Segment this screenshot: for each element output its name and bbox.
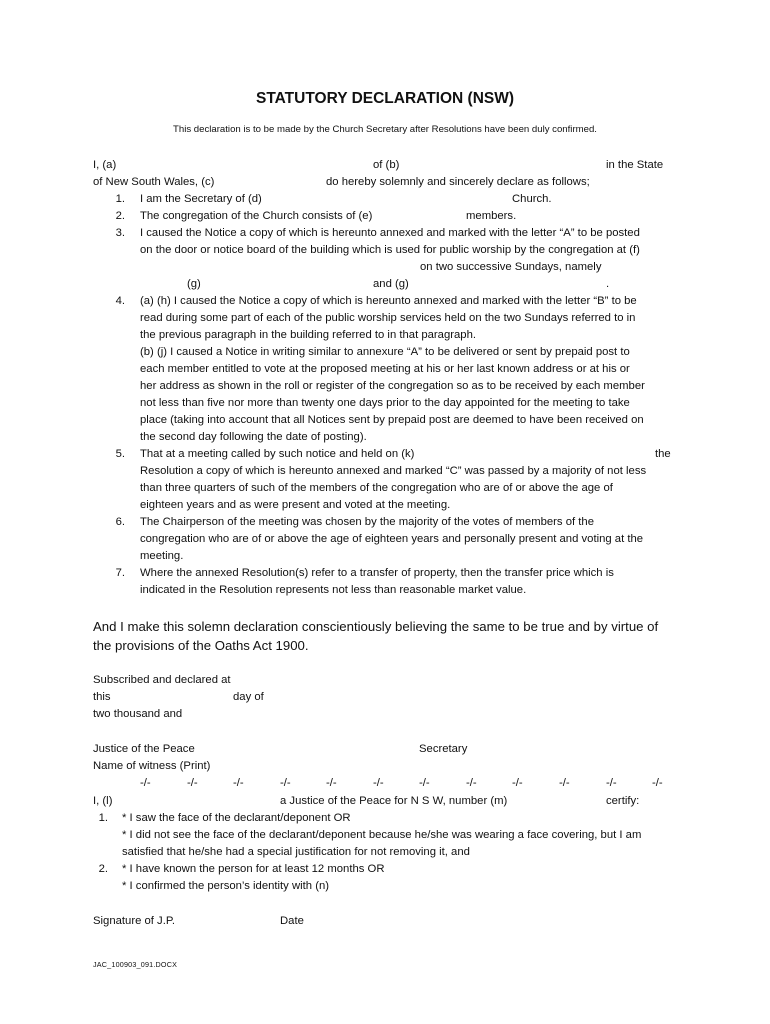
item-6-line: The Chairperson of the meeting was chosen by the majority of the votes of members of the — [140, 516, 594, 528]
item-3-line: on two successive Sundays, namely — [420, 261, 602, 273]
item-2-members: members. — [466, 210, 517, 222]
item-4-line: not less than five nor more than twenty one days prior to the day appointed for the meeting to take — [140, 397, 630, 409]
item-number: 5. — [115, 448, 125, 460]
document-footer: JAC_100903_091.DOCX — [93, 960, 178, 969]
intro-name-label: I, (a) — [93, 159, 117, 171]
justice-of-peace-label: Justice of the Peace — [93, 743, 195, 755]
item-4-line: (b) (j) I caused a Notice in writing similar to annexure “A” to be delivered or sent by prepaid post to — [140, 346, 630, 358]
cert-line: * I did not see the face of the declarant/deponent because he/she was wearing a face covering, but I am — [122, 829, 642, 841]
item-6-line: congregation who are of or above the age of eighteen years and personally present and voting at the — [140, 533, 644, 545]
item-5-the: the — [655, 448, 671, 460]
item-5-line: eighteen years and as were present and voted at the meeting. — [140, 499, 451, 511]
item-4-line: the previous paragraph in the building referred to in that paragraph. — [140, 329, 476, 341]
item-4-line: place (taking into account that all Notices sent by prepaid post are deemed to have been received on — [140, 414, 644, 426]
separator-mark: -/- — [559, 777, 570, 789]
jp-number-label: a Justice of the Peace for N S W, number (m) — [280, 795, 508, 807]
item-7-line: indicated in the Resolution represents not less than reasonable market value. — [140, 584, 527, 596]
item-3-and-g: and (g) — [373, 278, 409, 290]
jp-certify-label: certify: — [606, 795, 640, 807]
cert-number: 1. — [98, 812, 108, 824]
separator-mark: -/- — [373, 777, 384, 789]
intro-declare-text: do hereby solemnly and sincerely declare as follows; — [326, 176, 590, 188]
item-7-line: Where the annexed Resolution(s) refer to a transfer of property, then the transfer price which is — [140, 567, 614, 579]
signature-date-label: Date — [280, 915, 304, 927]
solemn-line: the provisions of the Oaths Act 1900. — [93, 638, 309, 653]
page-subtitle: This declaration is to be made by the Church Secretary after Resolutions have been duly confirmed. — [173, 124, 597, 135]
item-4-line: the second day following the date of posting). — [140, 431, 367, 443]
subscribed-line: Subscribed and declared at — [93, 674, 231, 686]
cert-line: satisfied that he/she had a special justification for not removing it, and — [122, 846, 470, 858]
item-number: 4. — [115, 295, 125, 307]
item-4-line: (a) (h) I caused the Notice a copy of which is hereunto annexed and marked with the letter “B” to be — [140, 295, 637, 307]
intro-of-label: of (b) — [373, 159, 400, 171]
cert-number: 2. — [98, 863, 108, 875]
item-3-g1: (g) — [187, 278, 201, 290]
subscribed-year: two thousand and — [93, 708, 183, 720]
separator-mark: -/- — [466, 777, 477, 789]
item-1-text: I am the Secretary of (d) — [140, 193, 262, 205]
secretary-label: Secretary — [419, 743, 468, 755]
signature-jp-label: Signature of J.P. — [93, 915, 176, 927]
separator-mark: -/- — [140, 777, 151, 789]
separator-mark: -/- — [280, 777, 291, 789]
item-3-line: I caused the Notice a copy of which is hereunto annexed and marked with the letter “A” to be posted — [140, 227, 640, 239]
subscribed-day-of: day of — [233, 691, 264, 703]
intro-nsw-label: of New South Wales, (c) — [93, 176, 215, 188]
item-1-church: Church. — [512, 193, 552, 205]
item-3-line: on the door or notice board of the building which is used for public worship by the congregation at (f) — [140, 244, 640, 256]
separator-mark: -/- — [606, 777, 617, 789]
jp-name-label: I, (l) — [93, 795, 113, 807]
item-4-line: her address as shown in the roll or register of the congregation so as to be received by each member — [140, 380, 645, 392]
item-5-line: That at a meeting called by such notice and held on (k) — [140, 448, 415, 460]
page-title: STATUTORY DECLARATION (NSW) — [255, 90, 515, 107]
item-6-line: meeting. — [140, 550, 184, 562]
item-2-text: The congregation of the Church consists of (e) — [140, 210, 373, 222]
cert-line: * I have known the person for at least 12 months OR — [122, 863, 385, 875]
separator-mark: -/- — [652, 777, 663, 789]
witness-name-label: Name of witness (Print) — [93, 760, 211, 772]
separator-mark: -/- — [326, 777, 337, 789]
subscribed-this: this — [93, 691, 111, 703]
cert-line: * I confirmed the person’s identity with (n) — [122, 880, 329, 892]
separator-mark: -/- — [512, 777, 523, 789]
item-number: 2. — [115, 210, 125, 222]
item-5-line: than three quarters of such of the members of the congregation who are of or above the age of — [140, 482, 613, 494]
item-number: 3. — [115, 227, 125, 239]
cert-line: * I saw the face of the declarant/deponent OR — [122, 812, 351, 824]
item-4-line: read during some part of each of the public worship services held on the two Sundays referred to in — [140, 312, 636, 324]
item-number: 1. — [115, 193, 125, 205]
item-5-line: Resolution a copy of which is hereunto annexed and marked “C” was passed by a majority of not less — [140, 465, 647, 477]
intro-state-label: in the State — [606, 159, 664, 171]
item-number: 7. — [115, 567, 125, 579]
item-number: 6. — [115, 516, 125, 528]
solemn-line: And I make this solemn declaration conscientiously believing the same to be true and by virtue of — [93, 619, 659, 634]
separator-mark: -/- — [187, 777, 198, 789]
separator-mark: -/- — [233, 777, 244, 789]
item-4-line: each member entitled to vote at the proposed meeting at his or her last known address or at his or — [140, 363, 630, 375]
item-3-dot: . — [606, 278, 610, 290]
separator-mark: -/- — [419, 777, 430, 789]
